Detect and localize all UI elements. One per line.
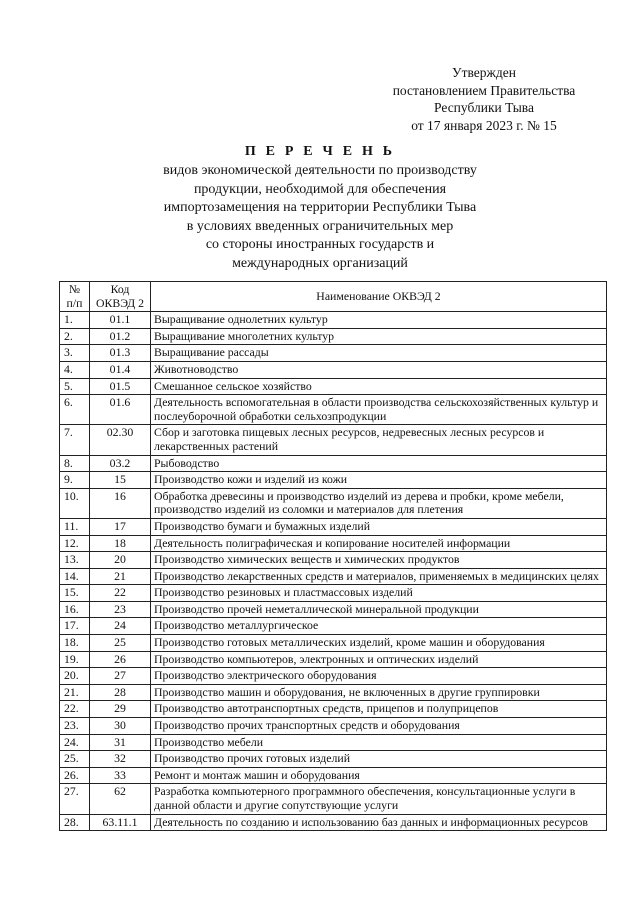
row-name-cell: Производство машин и оборудования, не включенных в другие группировки [151,684,607,701]
table-row [60,734,607,751]
row-num-cell: 21. [60,684,90,701]
approval-line: постановлением Правительства [392,82,576,98]
row-name-cell: Смешанное сельское хозяйство [151,378,607,395]
row-num-cell: 26. [60,767,90,784]
row-name-cell: Деятельность полиграфическая и копирование носителей информации [151,535,607,552]
row-code-cell: 30 [90,718,151,735]
row-code-cell: 32 [90,751,151,768]
row-name-cell: Производство лекарственных средств и материалов, применяемых в медицинских целях [151,568,607,585]
row-name-cell: Рыбоводство [151,455,607,472]
row-num-cell: 13. [60,552,90,569]
document-title: П Е Р Е Ч Е Н Ь [244,144,396,159]
table-row [60,455,607,472]
table-row [60,361,607,378]
table-row [60,345,607,362]
subtitle-line: видов экономической деятельности по производству [163,163,477,178]
row-name-cell: Обработка древесины и производство изделий из дерева и пробки, кроме мебели, производство изделий из соломки и материалов для плетения [151,488,607,518]
row-num-cell: 12. [60,535,90,552]
row-code-cell: 26 [90,651,151,668]
row-code-cell: 01.2 [90,328,151,345]
row-num-cell: 11. [60,518,90,535]
row-name-cell: Производство компьютеров, электронных и оптических изделий [151,651,607,668]
header-num [60,282,90,312]
subtitle-line: импортозамещения на территории Республики Тыва [163,200,477,216]
row-num-cell: 16. [60,601,90,618]
approval-block [368,64,600,134]
row-num-cell: 22. [60,701,90,718]
row-num-cell: 28. [60,814,90,831]
row-name-cell: Производство резиновых и пластмассовых изделий [151,585,607,602]
row-code-cell: 01.1 [90,312,151,329]
row-code-cell: 29 [90,701,151,718]
table-row [60,718,607,735]
table-row [60,814,607,831]
row-name-cell: Производство прочей неметаллической минеральной продукции [151,601,607,618]
table-row [60,618,607,635]
row-name-cell: Разработка компьютерного программного обеспечения, консультационные услуги в данной области и другие сопутствующие услуги [151,784,607,814]
row-name-cell: Сбор и заготовка пищевых лесных ресурсов, недревесных лесных ресурсов и лекарственных растений [151,425,607,455]
row-code-cell: 23 [90,601,151,618]
table-row [60,668,607,685]
table-row [60,684,607,701]
row-num-cell: 27. [60,784,90,814]
table-row [60,328,607,345]
row-name-cell: Деятельность по созданию и использованию баз данных и информационных ресурсов [151,814,607,831]
row-name-cell: Производство химических веществ и химических продуктов [151,552,607,569]
row-name-cell: Выращивание однолетних культур [151,312,607,329]
row-name-cell: Выращивание многолетних культур [151,328,607,345]
row-name-cell: Деятельность вспомогательная в области производства сельскохозяйственных культур и послеуборочной обработки сельхозпродукции [151,395,607,425]
row-code-cell: 01.6 [90,395,151,425]
row-code-cell: 63.11.1 [90,814,151,831]
row-num-cell: 7. [60,425,90,455]
row-name-cell: Производство прочих готовых изделий [151,751,607,768]
table-row [60,425,607,455]
table-row [60,651,607,668]
row-name-cell: Производство прочих транспортных средств и оборудования [151,718,607,735]
row-num-cell: 20. [60,668,90,685]
row-num-cell: 9. [60,472,90,489]
table-row [60,701,607,718]
row-num-cell: 17. [60,618,90,635]
row-num-cell: 4. [60,361,90,378]
row-num-cell: 5. [60,378,90,395]
row-name-cell: Производство кожи и изделий из кожи [151,472,607,489]
header-code-line2: ОКВЭД 2 [96,295,144,310]
header-code-line1: Код [110,282,130,296]
row-code-cell: 17 [90,518,151,535]
table-row [60,472,607,489]
row-num-cell: 10. [60,488,90,518]
header-num-line2: п/п [66,295,83,310]
row-code-cell: 01.3 [90,345,151,362]
row-num-cell: 14. [60,568,90,585]
table-row [60,784,607,814]
row-code-cell: 28 [90,684,151,701]
row-num-cell: 2. [60,328,90,345]
row-code-cell: 16 [90,488,151,518]
table-row [60,635,607,652]
row-num-cell: 3. [60,345,90,362]
table-row [60,568,607,585]
row-name-cell: Выращивание рассады [151,345,607,362]
table-row [60,488,607,518]
table-row [60,378,607,395]
row-num-cell: 1. [60,312,90,329]
header-name: Наименование ОКВЭД 2 [151,282,607,312]
header-code [90,282,151,312]
table-row [60,751,607,768]
row-num-cell: 19. [60,651,90,668]
approval-line: Республики Тыва [434,100,534,115]
row-name-cell: Производство металлургическое [151,618,607,635]
table-row [60,518,607,535]
row-code-cell: 15 [90,472,151,489]
row-name-cell: Животноводство [151,361,607,378]
table-row [60,585,607,602]
row-code-cell: 33 [90,767,151,784]
row-name-cell: Производство мебели [151,734,607,751]
header-num-line1: № [68,282,81,296]
row-code-cell: 01.4 [90,361,151,378]
approval-line: Утвержден [452,65,516,80]
document-subtitle [100,162,540,274]
row-name-cell: Ремонт и монтаж машин и оборудования [151,767,607,784]
row-num-cell: 15. [60,585,90,602]
row-num-cell: 6. [60,395,90,425]
table-row [60,312,607,329]
approval-line: от 17 января 2023 г. № 15 [411,117,557,133]
row-code-cell: 25 [90,635,151,652]
row-code-cell: 02.30 [90,425,151,455]
row-num-cell: 18. [60,635,90,652]
row-num-cell: 24. [60,734,90,751]
subtitle-line: со стороны иностранных государств и [205,237,435,253]
row-code-cell: 31 [90,734,151,751]
table-row [60,535,607,552]
row-code-cell: 01.5 [90,378,151,395]
subtitle-line: продукции, необходимой для обеспечения [193,181,447,197]
row-code-cell: 22 [90,585,151,602]
row-name-cell: Производство бумаги и бумажных изделий [151,518,607,535]
row-name-cell: Производство электрического оборудования [151,668,607,685]
row-name-cell: Производство готовых металлических изделий, кроме машин и оборудования [151,635,607,652]
row-num-cell: 8. [60,455,90,472]
row-num-cell: 23. [60,718,90,735]
row-num-cell: 25. [60,751,90,768]
subtitle-line: в условиях введенных ограничительных мер [186,218,454,234]
row-code-cell: 62 [90,784,151,814]
row-name-cell: Производство автотранспортных средств, прицепов и полуприцепов [151,701,607,718]
table-row [60,552,607,569]
row-code-cell: 18 [90,535,151,552]
row-code-cell: 20 [90,552,151,569]
row-code-cell: 21 [90,568,151,585]
subtitle-line: международных организаций [232,255,408,271]
table-row [60,601,607,618]
row-code-cell: 03.2 [90,455,151,472]
okved-table [59,281,607,831]
row-code-cell: 24 [90,618,151,635]
table-header-row [60,282,607,312]
table-row [60,395,607,425]
table-row [60,767,607,784]
row-code-cell: 27 [90,668,151,685]
